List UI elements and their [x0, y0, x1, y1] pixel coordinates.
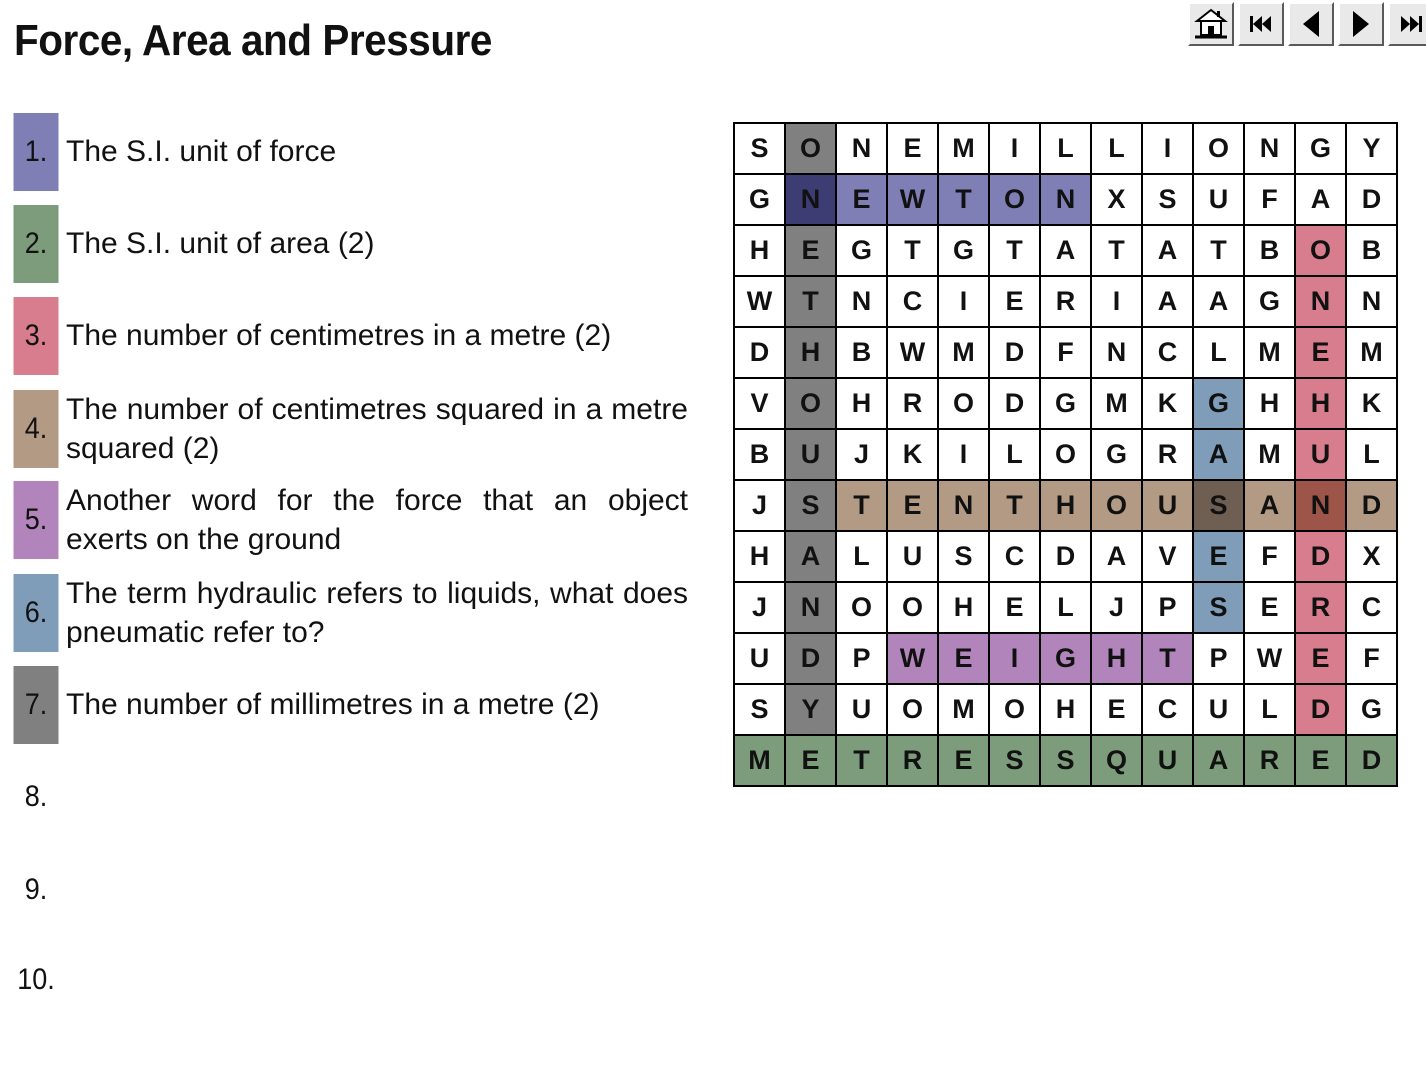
grid-cell: D [1296, 685, 1347, 736]
grid-cell: Q [1092, 736, 1143, 787]
clue-text: The S.I. unit of force [66, 135, 337, 168]
previous-slide-button[interactable] [1288, 2, 1334, 46]
grid-cell: S [1194, 481, 1245, 532]
grid-cell: B [1245, 226, 1296, 277]
grid-cell: L [1041, 583, 1092, 634]
grid-cell: M [1092, 379, 1143, 430]
grid-cell: N [837, 124, 888, 175]
grid-cell: J [735, 583, 786, 634]
grid-cell: F [1041, 328, 1092, 379]
page-title: Force, Area and Pressure [14, 16, 492, 65]
skip-last-icon [1397, 13, 1425, 35]
grid-cell: K [888, 430, 939, 481]
grid-cell: G [837, 226, 888, 277]
grid-cell: G [1041, 379, 1092, 430]
grid-cell: U [888, 532, 939, 583]
home-button[interactable] [1188, 2, 1234, 46]
grid-cell: W [1245, 634, 1296, 685]
grid-cell: A [786, 532, 837, 583]
grid-cell: T [990, 226, 1041, 277]
grid-cell: M [1245, 328, 1296, 379]
grid-cell: E [1245, 583, 1296, 634]
grid-cell: I [939, 277, 990, 328]
grid-cell: O [888, 583, 939, 634]
grid-cell: F [1347, 634, 1398, 685]
grid-cell: L [1041, 124, 1092, 175]
grid-cell: S [990, 736, 1041, 787]
grid-cell: D [1347, 736, 1398, 787]
grid-cell: O [837, 583, 888, 634]
grid-cell: H [735, 226, 786, 277]
grid-cell: U [735, 634, 786, 685]
grid-cell: P [837, 634, 888, 685]
grid-cell: T [1143, 634, 1194, 685]
grid-cell: N [1347, 277, 1398, 328]
grid-cell: D [990, 328, 1041, 379]
grid-cell: E [786, 226, 837, 277]
grid-cell: R [888, 379, 939, 430]
grid-cell: B [1347, 226, 1398, 277]
grid-cell: E [837, 175, 888, 226]
clue-number: 10. [17, 963, 55, 996]
grid-cell: T [837, 481, 888, 532]
grid-cell: X [1092, 175, 1143, 226]
grid-cell: S [939, 532, 990, 583]
grid-cell: O [1194, 124, 1245, 175]
grid-cell: O [786, 379, 837, 430]
grid-cell: U [1143, 481, 1194, 532]
grid-cell: D [1347, 481, 1398, 532]
clue-text: The term hydraulic refers to liquids, what does pneumatic refer to? [66, 577, 688, 649]
grid-cell: G [735, 175, 786, 226]
grid-cell: P [1143, 583, 1194, 634]
clue-number-badge: 5. [14, 481, 59, 559]
grid-cell: C [888, 277, 939, 328]
clue-number-badge: 6. [14, 574, 59, 652]
grid-cell: O [939, 379, 990, 430]
grid-cell: D [735, 328, 786, 379]
grid-cell: M [939, 685, 990, 736]
clue-number-badge: 2. [14, 205, 59, 283]
grid-cell: T [939, 175, 990, 226]
clue-number-badge: 7. [14, 666, 59, 744]
home-icon [1193, 7, 1229, 41]
grid-cell: N [939, 481, 990, 532]
grid-cell: L [1194, 328, 1245, 379]
grid-cell: L [1245, 685, 1296, 736]
grid-cell: E [939, 634, 990, 685]
grid-cell: I [990, 634, 1041, 685]
grid-cell: N [837, 277, 888, 328]
grid-cell: T [786, 277, 837, 328]
grid-cell: N [786, 175, 837, 226]
clue-text: The S.I. unit of area (2) [66, 227, 375, 260]
grid-cell: T [837, 736, 888, 787]
grid-cell: R [1143, 430, 1194, 481]
grid-cell: H [1041, 685, 1092, 736]
grid-cell: A [1296, 175, 1347, 226]
grid-cell: N [1245, 124, 1296, 175]
word-search-grid [733, 122, 1398, 787]
next-slide-button[interactable] [1338, 2, 1384, 46]
grid-cell: E [786, 736, 837, 787]
grid-cell: G [1296, 124, 1347, 175]
grid-cell: A [1194, 430, 1245, 481]
grid-cell: T [990, 481, 1041, 532]
grid-cell: G [1194, 379, 1245, 430]
grid-cell: O [1041, 430, 1092, 481]
slide-navigation [1188, 2, 1426, 46]
grid-cell: O [990, 685, 1041, 736]
clue-text: The number of millimetres in a metre (2) [66, 688, 600, 721]
grid-cell: J [1092, 583, 1143, 634]
grid-cell: R [1041, 277, 1092, 328]
grid-cell: E [1194, 532, 1245, 583]
grid-cell: A [1092, 532, 1143, 583]
first-slide-button[interactable] [1238, 2, 1284, 46]
grid-cell: H [1245, 379, 1296, 430]
grid-cell: I [990, 124, 1041, 175]
grid-cell: O [1296, 226, 1347, 277]
grid-cell: X [1347, 532, 1398, 583]
grid-cell: H [1296, 379, 1347, 430]
grid-cell: F [1245, 532, 1296, 583]
grid-cell: A [1194, 736, 1245, 787]
skip-first-icon [1247, 13, 1275, 35]
grid-cell: W [888, 328, 939, 379]
grid-cell: S [1194, 583, 1245, 634]
clue-number-badge: 1. [14, 113, 59, 191]
grid-cell: T [1194, 226, 1245, 277]
grid-cell: N [1296, 481, 1347, 532]
clue-number-badge: 3. [14, 297, 59, 375]
grid-cell: H [786, 328, 837, 379]
grid-cell: O [990, 175, 1041, 226]
grid-cell: O [786, 124, 837, 175]
grid-cell: E [990, 583, 1041, 634]
grid-cell: S [735, 124, 786, 175]
grid-cell: H [1092, 634, 1143, 685]
grid-cell: U [837, 685, 888, 736]
grid-cell: W [735, 277, 786, 328]
grid-cell: V [1143, 532, 1194, 583]
grid-cell: C [1347, 583, 1398, 634]
grid-cell: N [1041, 175, 1092, 226]
grid-cell: O [888, 685, 939, 736]
grid-cell: G [1092, 430, 1143, 481]
grid-cell: A [1194, 277, 1245, 328]
clue-text: Another word for the force that an object exerts on the ground [66, 484, 688, 556]
grid-cell: L [1092, 124, 1143, 175]
grid-cell: T [1092, 226, 1143, 277]
grid-cell: G [1041, 634, 1092, 685]
grid-cell: L [1347, 430, 1398, 481]
grid-cell: D [786, 634, 837, 685]
grid-cell: Y [1347, 124, 1398, 175]
grid-cell: A [1143, 277, 1194, 328]
grid-cell: A [1245, 481, 1296, 532]
grid-cell: U [786, 430, 837, 481]
grid-cell: B [735, 430, 786, 481]
grid-cell: J [837, 430, 888, 481]
grid-cell: E [1296, 634, 1347, 685]
grid-cell: N [1296, 277, 1347, 328]
clue-number: 8. [24, 780, 48, 813]
grid-cell: R [888, 736, 939, 787]
grid-cell: W [888, 634, 939, 685]
grid-cell: H [939, 583, 990, 634]
grid-cell: Y [786, 685, 837, 736]
grid-cell: S [1143, 175, 1194, 226]
grid-cell: A [1143, 226, 1194, 277]
previous-icon [1299, 9, 1323, 39]
grid-cell: R [1245, 736, 1296, 787]
grid-cell: I [1092, 277, 1143, 328]
grid-cell: E [1296, 736, 1347, 787]
grid-cell: E [888, 481, 939, 532]
grid-cell: R [1296, 583, 1347, 634]
grid-cell: E [1296, 328, 1347, 379]
grid-cell: S [786, 481, 837, 532]
grid-cell: I [939, 430, 990, 481]
grid-cell: P [1194, 634, 1245, 685]
grid-cell: V [735, 379, 786, 430]
grid-cell: T [888, 226, 939, 277]
grid-cell: A [1041, 226, 1092, 277]
grid-cell: M [939, 328, 990, 379]
grid-cell: U [1194, 175, 1245, 226]
grid-cell: E [888, 124, 939, 175]
grid-cell: H [735, 532, 786, 583]
grid-cell: G [1347, 685, 1398, 736]
last-slide-button[interactable] [1388, 2, 1426, 46]
next-icon [1349, 9, 1373, 39]
grid-cell: M [939, 124, 990, 175]
grid-cell: W [888, 175, 939, 226]
grid-cell: M [1347, 328, 1398, 379]
grid-cell: J [735, 481, 786, 532]
grid-cell: D [1041, 532, 1092, 583]
grid-cell: K [1347, 379, 1398, 430]
grid-cell: U [1296, 430, 1347, 481]
grid-cell: O [1092, 481, 1143, 532]
grid-cell: G [1245, 277, 1296, 328]
grid-cell: N [786, 583, 837, 634]
grid-cell: I [1143, 124, 1194, 175]
clue-number: 9. [24, 873, 48, 906]
grid-cell: M [1245, 430, 1296, 481]
grid-cell: D [990, 379, 1041, 430]
grid-cell: C [1143, 685, 1194, 736]
grid-cell: L [990, 430, 1041, 481]
grid-cell: M [735, 736, 786, 787]
grid-cell: C [1143, 328, 1194, 379]
grid-cell: C [990, 532, 1041, 583]
grid-cell: N [1092, 328, 1143, 379]
grid-cell: U [1143, 736, 1194, 787]
grid-cell: E [939, 736, 990, 787]
clue-text: The number of centimetres squared in a metre squared (2) [66, 393, 688, 465]
grid-cell: E [1092, 685, 1143, 736]
grid-cell: H [1041, 481, 1092, 532]
grid-cell: F [1245, 175, 1296, 226]
clue-number-badge: 4. [14, 390, 59, 468]
clue-text: The number of centimetres in a metre (2) [66, 319, 612, 352]
grid-cell: S [735, 685, 786, 736]
grid-cell: K [1143, 379, 1194, 430]
grid-cell: L [837, 532, 888, 583]
grid-cell: S [1041, 736, 1092, 787]
grid-cell: D [1296, 532, 1347, 583]
grid-cell: E [990, 277, 1041, 328]
grid-cell: H [837, 379, 888, 430]
grid-cell: U [1194, 685, 1245, 736]
grid-cell: G [939, 226, 990, 277]
grid-cell: D [1347, 175, 1398, 226]
grid-cell: B [837, 328, 888, 379]
